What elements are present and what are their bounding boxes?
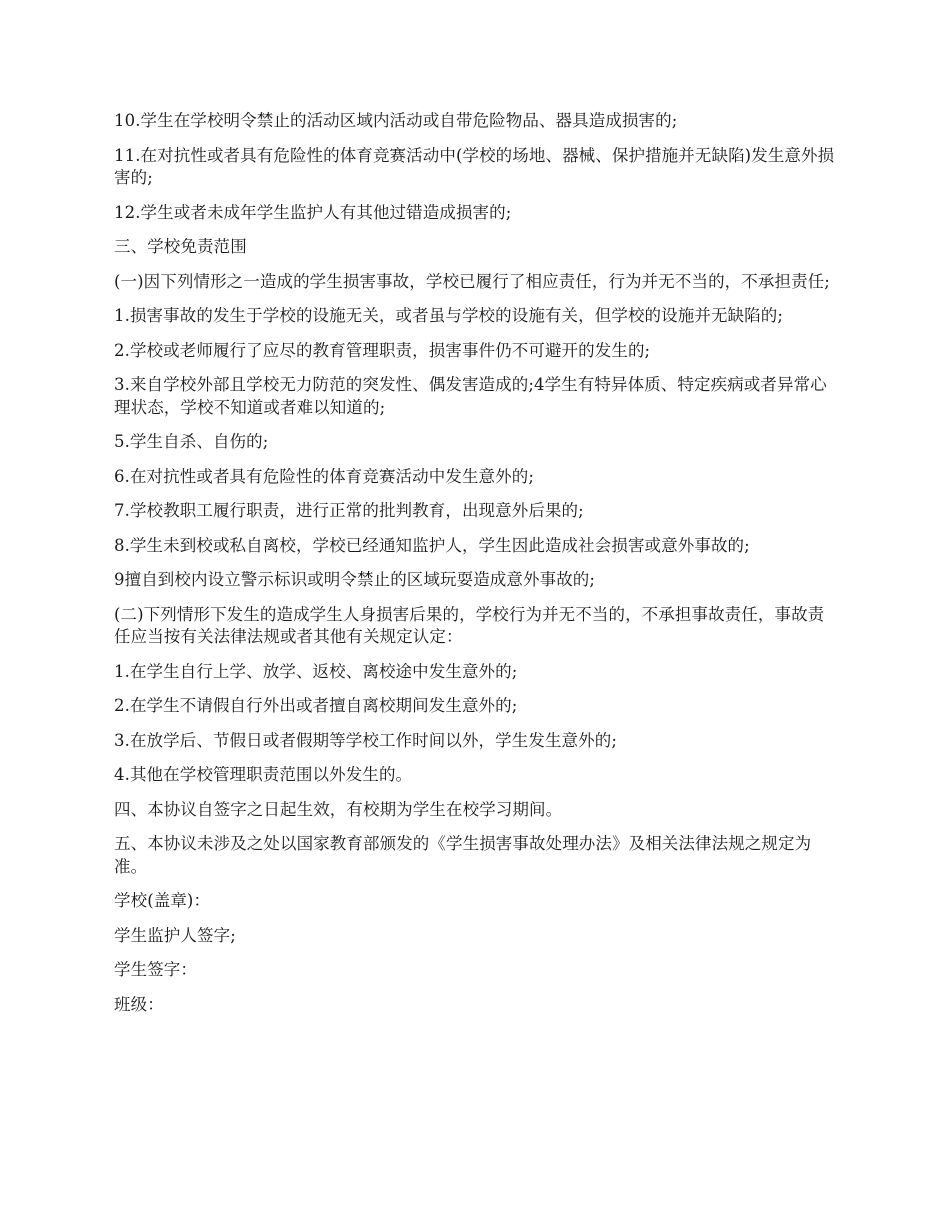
outside-item-1: 1.在学生自行上学、放学、返校、离校途中发生意外的; (114, 661, 518, 681)
section-heading-exemption: 三、学校免责范围 (114, 237, 247, 256)
exemption-item-8: 8.学生未到校或私自离校，学校已经通知监护人，学生因此造成社会损害或意外事故的; (114, 535, 750, 555)
clause-12: 12.学生或者未成年学生监护人有其他过错造成损害的; (114, 202, 512, 222)
subsection-2-intro: (二)下列情形下发生的造成学生人身损害后果的，学校行为并无不当的，不承担事故责任，事故责任应当按有关法律法规或者其他有关规定认定： (114, 604, 825, 646)
guardian-signature-line: 学生监护人签字; (114, 925, 236, 945)
clause-10: 10.学生在学校明令禁止的活动区域内活动或自带危险物品、器具造成损害的; (114, 111, 678, 130)
clause-11: 11.在对抗性或者具有危险性的体育竞赛活动中(学校的场地、器械、保护措施并无缺陷)发生意外损害的; (114, 145, 835, 187)
document-body (114, 110, 840, 1028)
outside-item-2: 2.在学生不请假自行外出或者擅自离校期间发生意外的; (114, 696, 518, 715)
student-signature-line: 学生签字： (114, 960, 197, 979)
exemption-item-2: 2.学校或老师履行了应尽的教育管理职责，损害事件仍不可避开的发生的; (114, 340, 651, 360)
section-governing-rules: 五、本协议未涉及之处以国家教育部颁发的《学生损害事故处理办法》及相关法律法规之规定为准。 (114, 834, 812, 876)
exemption-item-7: 7.学校教职工履行职责，进行正常的批判教育，出现意外后果的; (114, 501, 584, 520)
outside-item-4: 4.其他在学校管理职责范围以外发生的。 (114, 765, 413, 784)
exemption-item-5: 5.学生自杀、自伤的; (114, 432, 269, 451)
class-line: 班级： (114, 994, 164, 1014)
exemption-item-9: 9擅自到校内设立警示标识或明令禁止的区域玩耍造成意外事故的; (114, 570, 596, 589)
exemption-item-3: 3.来自学校外部且学校无力防范的突发性、偶发害造成的;4学生有特异体质、特定疾病或者异常心理状态，学校不知道或者难以知道的; (114, 375, 827, 417)
exemption-item-6: 6.在对抗性或者具有危险性的体育竞赛活动中发生意外的; (114, 466, 535, 486)
school-seal-line: 学校(盖章)： (114, 891, 211, 910)
section-effective-date: 四、本协议自签字之日起生效，有校期为学生在校学习期间。 (114, 799, 563, 819)
outside-item-3: 3.在放学后、节假日或者假期等学校工作时间以外，学生发生意外的; (114, 730, 618, 750)
subsection-1-intro: (一)因下列情形之一造成的学生损害事故，学校已履行了相应责任，行为并无不当的，不承担责任; (114, 271, 830, 291)
exemption-item-1: 1.损害事故的发生于学校的设施无关，或者虽与学校的设施有关，但学校的设施并无缺陷的; (114, 306, 784, 325)
